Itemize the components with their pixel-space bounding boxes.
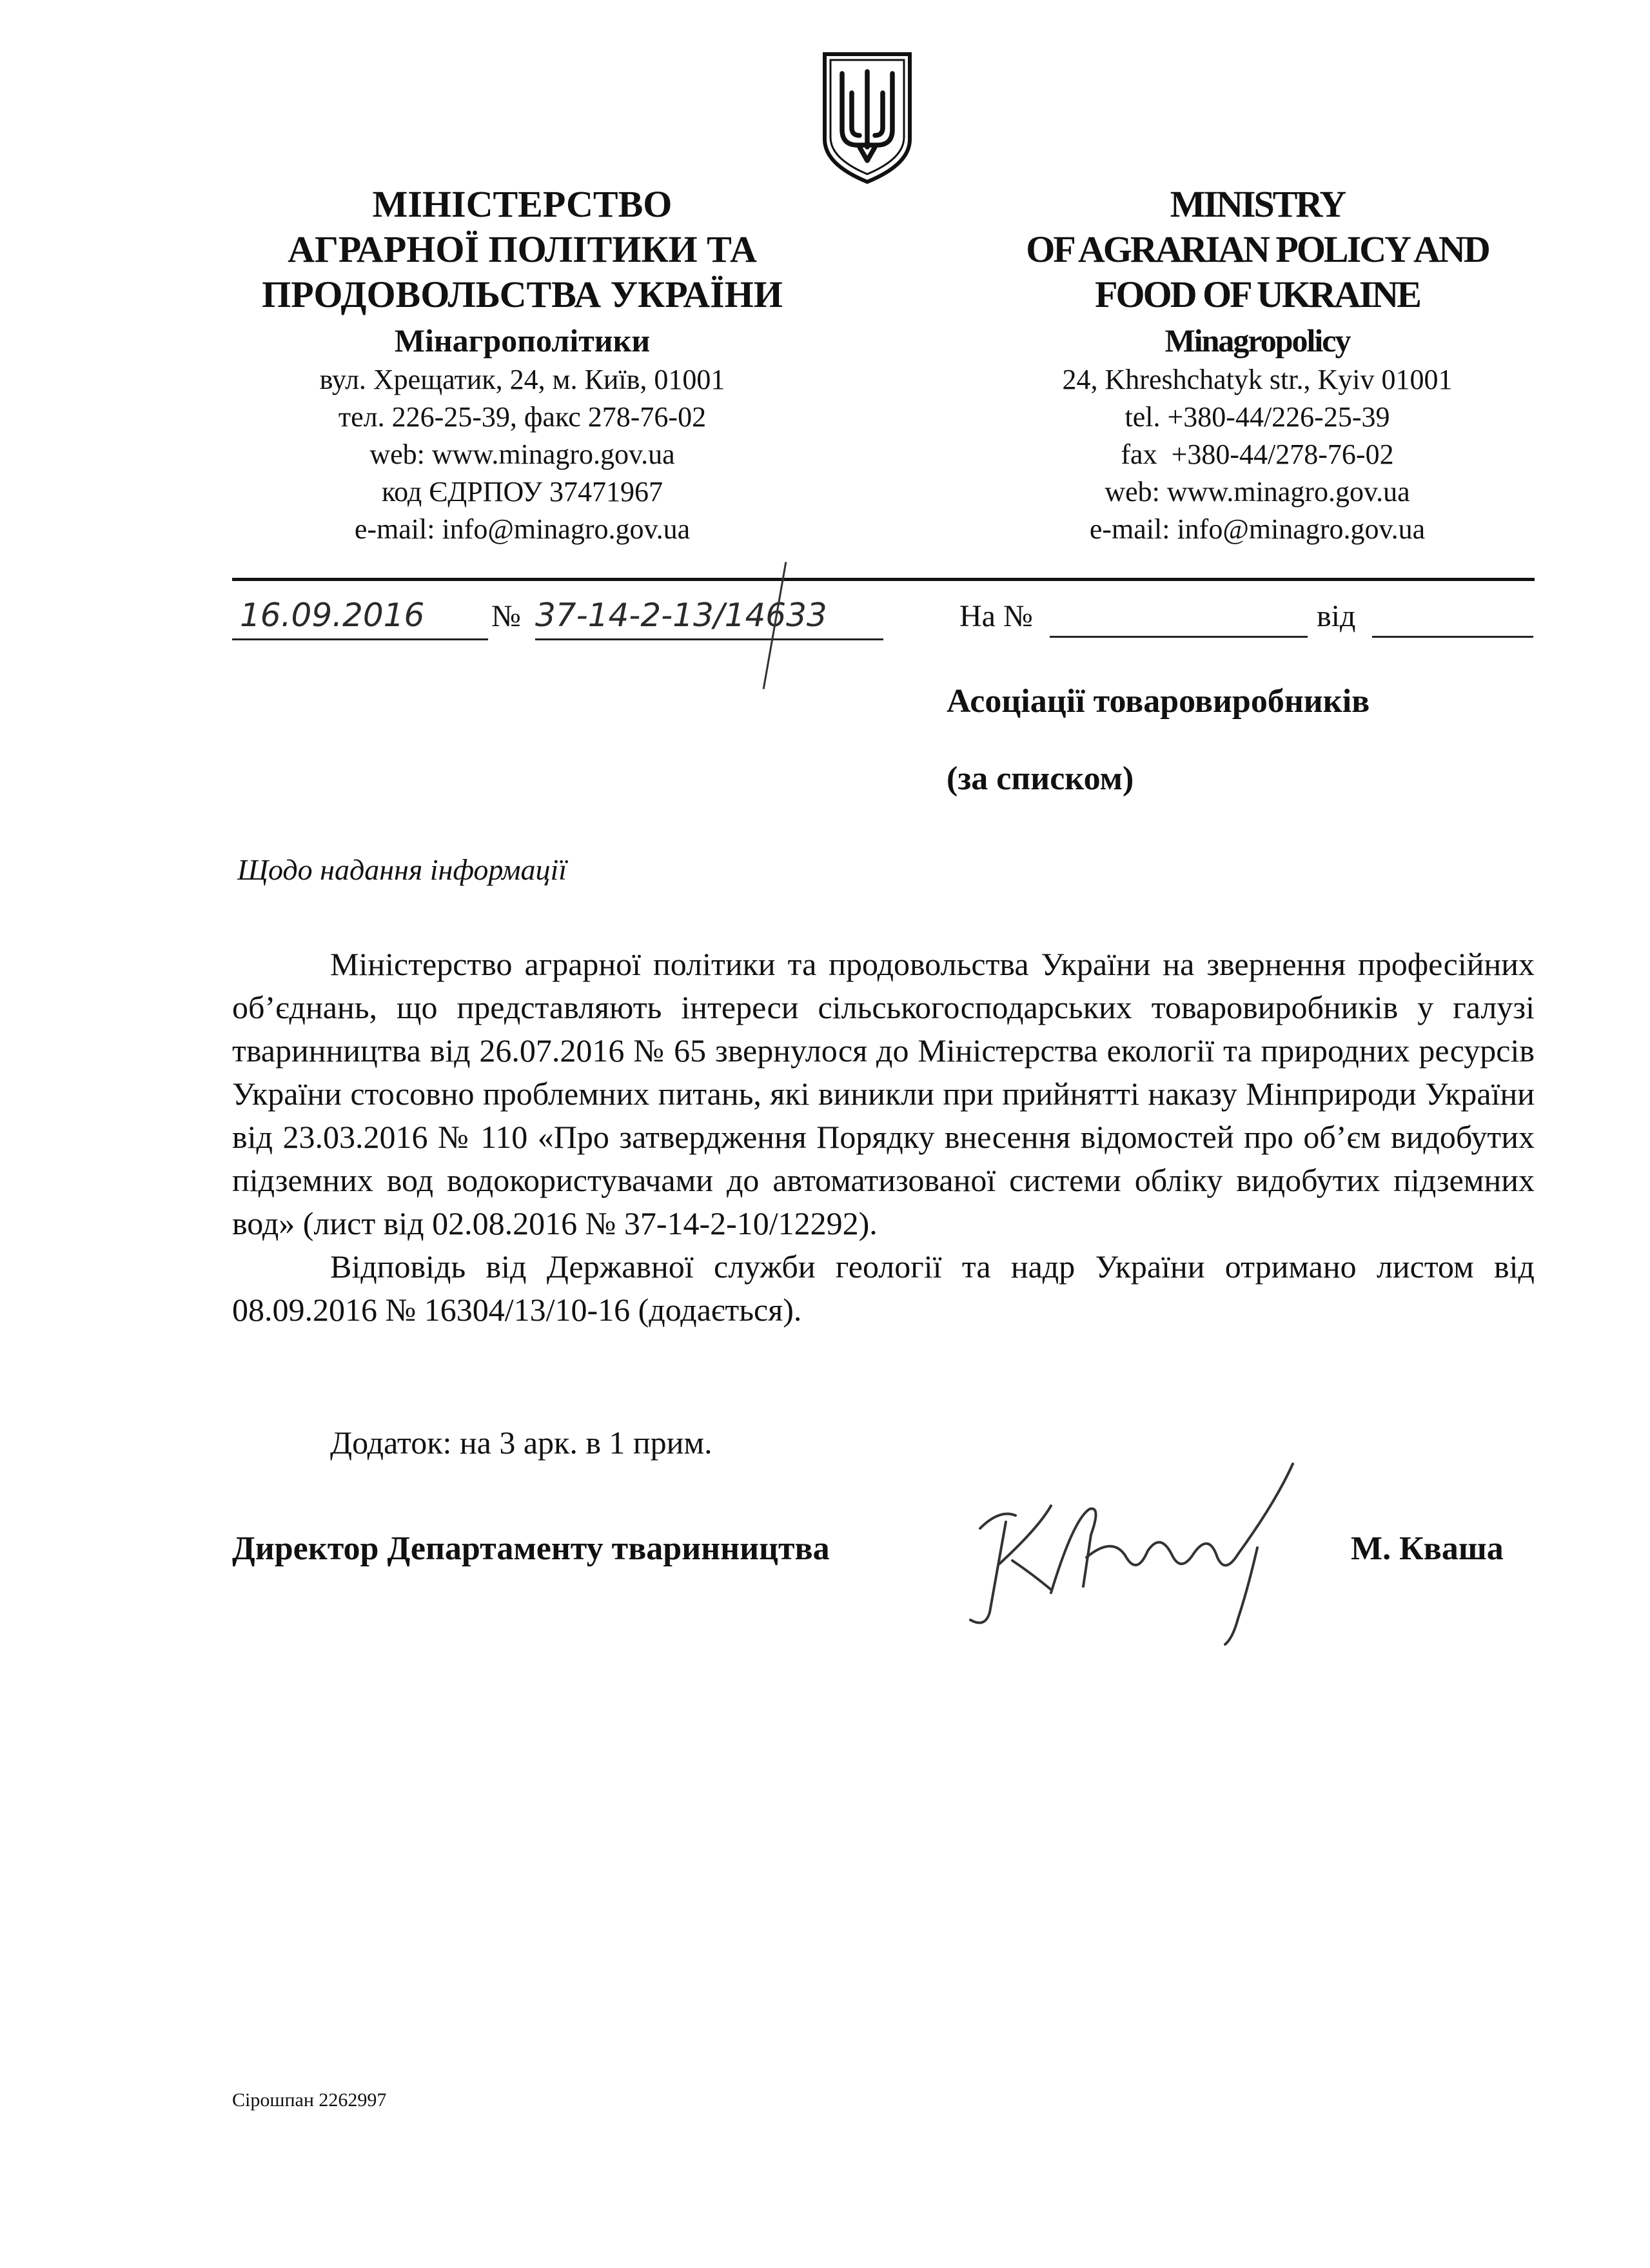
reference-number-blank — [1050, 600, 1308, 638]
letterhead-divider — [232, 578, 1535, 581]
letter-body — [232, 943, 1535, 1332]
outgoing-number: 37-14-2-13/14633 — [535, 592, 883, 640]
recipient-note: (за списком) — [947, 760, 1134, 797]
attachment-note: Додаток: на 3 арк. в 1 прим. — [330, 1425, 712, 1461]
reference-date-label: від — [1317, 599, 1356, 633]
ministry-fax: fax +380-44/278-76-02 — [1121, 439, 1394, 470]
ministry-web: web: www.minagro.gov.ua — [369, 439, 675, 470]
ministry-web: web: www.minagro.gov.ua — [1105, 476, 1410, 508]
ministry-name-line: ПРОДОВОЛЬСТВА УКРАЇНИ — [262, 273, 783, 315]
ministry-address: 24, Khreshchatyk str., Kyiv 01001 — [1062, 364, 1453, 395]
reference-date-blank — [1372, 600, 1533, 638]
ministry-name-line: MINISTRY — [1170, 183, 1345, 225]
ministry-name-line: АГРАРНОЇ ПОЛІТИКИ ТА — [288, 228, 757, 270]
body-paragraph: Відповідь від Державної служби геології та надр України отримано листом від 08.09.2016 № 16304/13/10-16 (додається). — [232, 1248, 1535, 1328]
executor-note: Сірошпан 2262997 — [232, 2089, 387, 2111]
ministry-short-name: Мінагрополітики — [394, 322, 651, 359]
ministry-email: e-mail: info@minagro.gov.ua — [354, 513, 691, 545]
ministry-address: вул. Хрещатик, 24, м. Київ, 01001 — [319, 364, 725, 395]
body-paragraph: Міністерство аграрної політики та продовольства України на звернення професійних об’єднань, що представляють інтереси сільськогосподарських товаровиробників у галузі тваринництва від 26.07.2016 № 65 звернулося до Міністерства екології та природних ресурсів України стосовно проблемних питань, які виникли при прийнятті наказу Мінприроди України від 23.03.2016 № 110 «Про затвердження Порядку внесення відомостей про об’єм видобутих підземних вод водокористувачами до автоматизованої системи обліку видобутих підземних вод» (лист від 02.08.2016 № 37-14-2-10/12292). — [232, 946, 1535, 1241]
letterhead-ukrainian — [181, 182, 864, 548]
recipient-name: Асоціації товаровиробників — [947, 683, 1370, 720]
ministry-email: e-mail: info@minagro.gov.ua — [1089, 513, 1426, 545]
ministry-edrpou: код ЄДРПОУ 37471967 — [381, 476, 663, 508]
outgoing-number-label: № — [491, 599, 521, 633]
ministry-short-name: Minagropolicy — [1164, 322, 1350, 359]
reference-number-label: На № — [959, 599, 1033, 633]
letterhead-english — [916, 182, 1599, 548]
ministry-phone-fax: тел. 226-25-39, факс 278-76-02 — [338, 401, 707, 433]
ministry-tel: tel. +380-44/226-25-39 — [1125, 401, 1390, 433]
ministry-name-line: МІНІСТЕРСТВО — [372, 183, 673, 225]
trident-coat-of-arms-icon — [819, 50, 916, 186]
outgoing-date: 16.09.2016 — [232, 592, 488, 640]
ministry-name-line: FOOD OF UKRAINE — [1095, 273, 1420, 315]
letter-subject: Щодо надання інформації — [237, 853, 567, 886]
signer-name: М. Кваша — [1351, 1530, 1504, 1567]
signer-title: Директор Департаменту тваринництва — [232, 1530, 830, 1567]
handwritten-signature-icon — [954, 1451, 1315, 1657]
ministry-name-line: OF AGRARIAN POLICY AND — [1026, 228, 1489, 270]
